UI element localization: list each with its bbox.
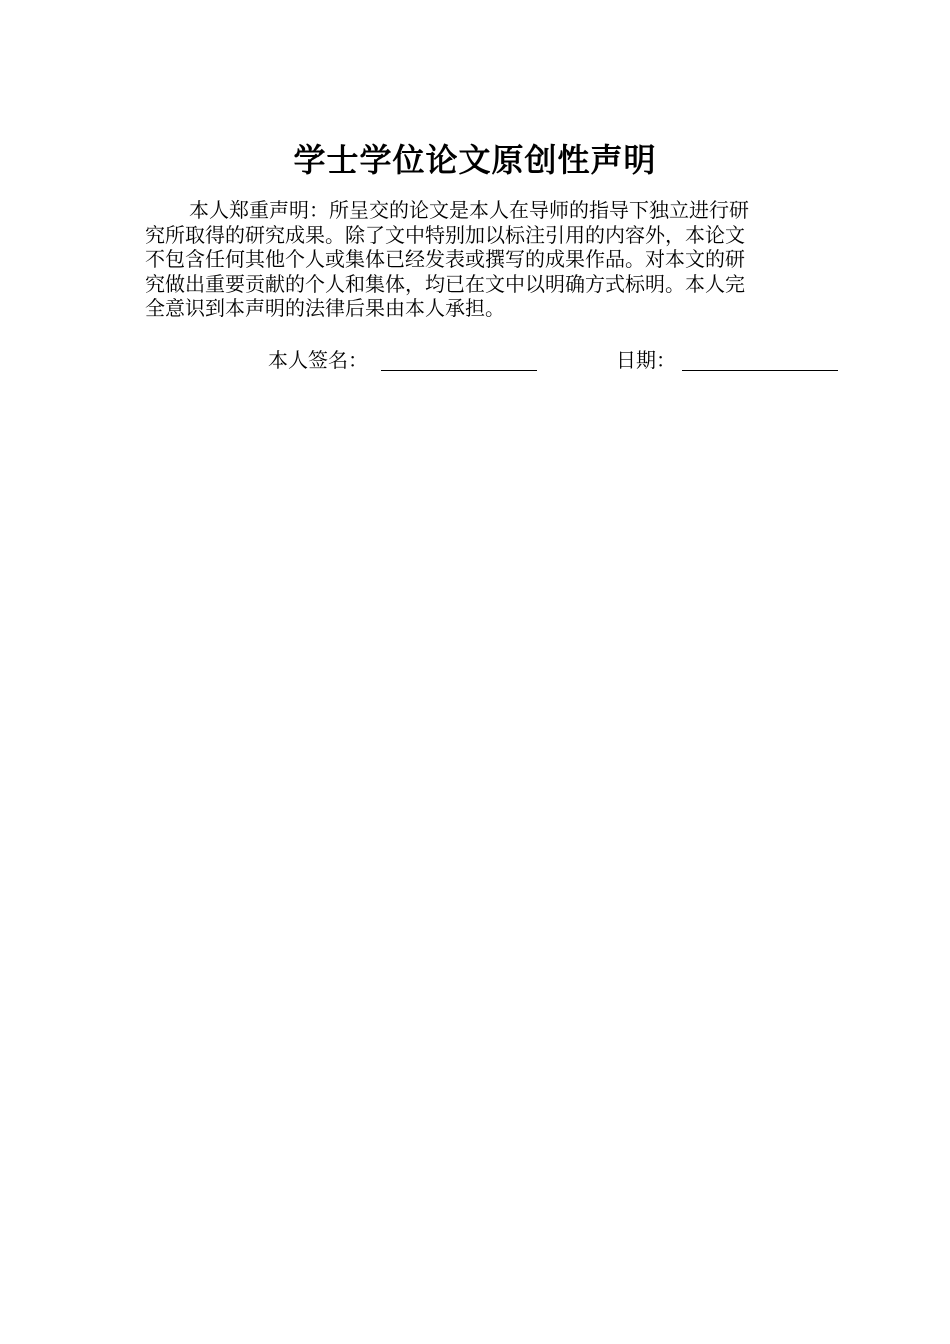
page-title: 学士学位论文原创性声明 (293, 141, 657, 179)
date-blank-line (682, 370, 838, 371)
declaration-line: 全意识到本声明的法律后果由本人承担。 (145, 296, 505, 320)
declaration-line: 本人郑重声明：所呈交的论文是本人在导师的指导下独立进行研 (189, 198, 749, 222)
date-label: 日期： (616, 348, 676, 372)
declaration-line: 究做出重要贡献的个人和集体，均已在文中以明确方式标明。本人完 (145, 271, 745, 296)
declaration-line: 不包含任何其他个人或集体已经发表或撰写的成果作品。对本文的研 (145, 247, 745, 271)
declaration-paragraph (145, 198, 810, 321)
signature-label: 本人签名： (268, 348, 368, 372)
signature-row (0, 346, 950, 374)
signature-blank-line (381, 370, 537, 371)
declaration-line: 究所取得的研究成果。除了文中特别加以标注引用的内容外，本论文 (145, 222, 745, 247)
